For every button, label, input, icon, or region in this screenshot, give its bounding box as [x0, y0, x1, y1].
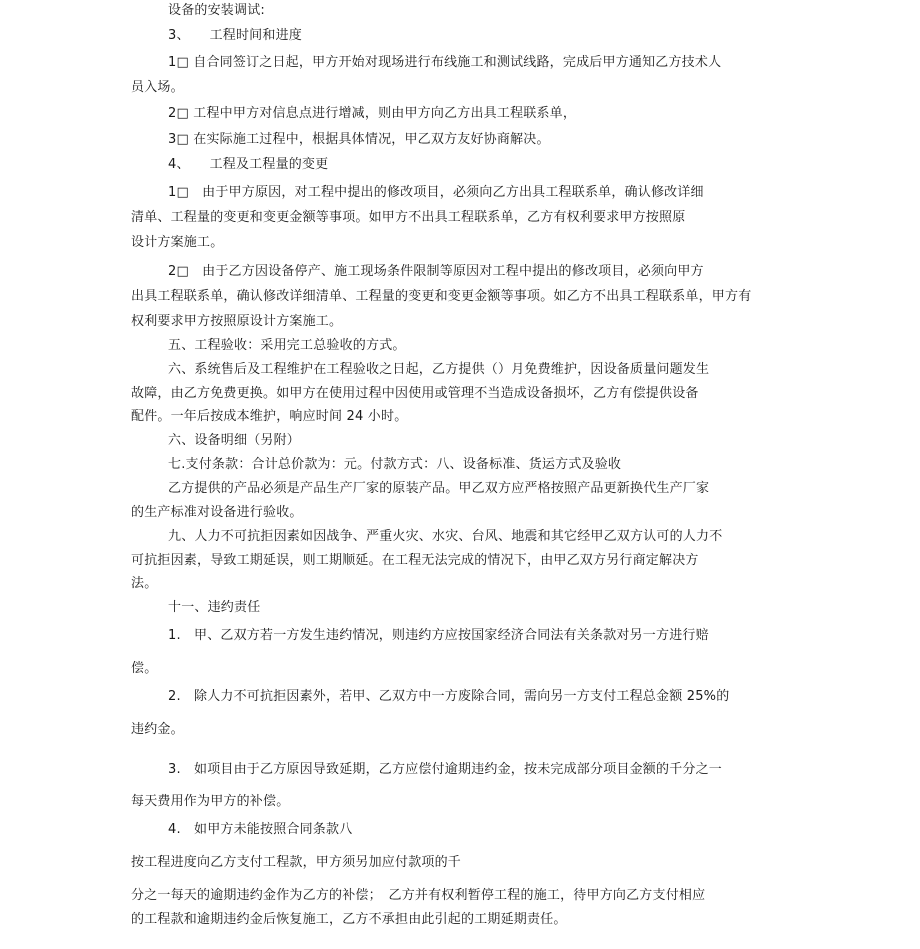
text-line: 故障，由乙方免费更换。如甲方在使用过程中因使用或管理不当造成设备损坏，乙方有偿提供设备: [131, 386, 699, 401]
section-heading: 3、 工程时间和进度: [168, 28, 302, 43]
text-line: 法。: [131, 576, 158, 591]
text-line: 违约金。: [131, 722, 184, 737]
text-line: 偿。: [131, 661, 158, 676]
text-line: 九、人力不可抗拒因素如因战争、严重火灾、水灾、台风、地震和其它经甲乙双方认可的人力不: [168, 529, 723, 544]
text-line: 的工程款和逾期违约金后恢复施工，乙方不承担由此引起的工期延期责任。: [131, 912, 567, 927]
text-line: 3. 如项目由于乙方原因导致延期，乙方应偿付逾期违约金，按未完成部分项目金额的千分之一: [168, 762, 723, 777]
text-line: 按工程进度向乙方支付工程款，甲方须另加应付款项的千: [131, 855, 462, 870]
text-line: 2. 除人力不可抗拒因素外，若甲、乙双方中一方废除合同，需向另一方支付工程总金额 25%的: [168, 689, 730, 704]
text-line: 1□ 自合同签订之日起，甲方开始对现场进行布线施工和测试线路，完成后甲方通知乙方技术人: [168, 55, 722, 70]
text-line: 1□ 由于甲方原因，对工程中提出的修改项目，必须向乙方出具工程联系单，确认修改详细: [168, 185, 704, 200]
text-line: 设计方案施工。: [131, 235, 224, 250]
text-line: 七.支付条款：合计总价款为：元。付款方式：八、设备标准、货运方式及验收: [168, 457, 622, 472]
text-line: 3□ 在实际施工过程中，根据具体情况，甲乙双方友好协商解决。: [168, 132, 550, 147]
section-heading: 五、工程验收：采用完工总验收的方式。: [168, 338, 406, 353]
text-line: 权利要求甲方按照原设计方案施工。: [131, 314, 343, 329]
text-line: 1. 甲、乙双方若一方发生违约情况，则违约方应按国家经济合同法有关条款对另一方进行赔: [168, 628, 709, 643]
text-line: 2□ 由于乙方因设备停产、施工现场条件限制等原因对工程中提出的修改项目，必须向甲方: [168, 264, 704, 279]
text-line: 员入场。: [131, 80, 184, 95]
text-line: 乙方提供的产品必须是产品生产厂家的原装产品。甲乙双方应严格按照产品更新换代生产厂家: [168, 481, 710, 496]
text-line: 清单、工程量的变更和变更金额等事项。如甲方不出具工程联系单，乙方有权利要求甲方按照原: [131, 210, 686, 225]
text-line: 的生产标准对设备进行验收。: [131, 505, 303, 520]
text-line: 4. 如甲方未能按照合同条款八: [168, 822, 353, 837]
section-heading: 六、设备明细（另附）: [168, 433, 301, 448]
text-line: 分之一每天的逾期违约金作为乙方的补偿； 乙方并有权利暂停工程的施工，待甲方向乙方支付相应: [131, 888, 706, 903]
text-line: 每天费用作为甲方的补偿。: [131, 794, 290, 809]
section-heading: 十一、违约责任: [168, 600, 261, 615]
text-line: 2□ 工程中甲方对信息点进行增减，则由甲方向乙方出具工程联系单，: [168, 106, 577, 121]
text-line: 六、系统售后及工程维护在工程验收之日起，乙方提供（）月免费维护，因设备质量问题发生: [168, 362, 710, 377]
text-line: 配件。一年后按成本维护，响应时间 24 小时。: [131, 409, 408, 424]
text-line: 设备的安装调试:: [168, 3, 265, 18]
text-line: 出具工程联系单，确认修改详细清单、工程量的变更和变更金额等事项。如乙方不出具工程联系单，甲方有: [131, 289, 752, 304]
text-line: 可抗拒因素，导致工期延误，则工期顺延。在工程无法完成的情况下，由甲乙双方另行商定解决方: [131, 553, 699, 568]
section-heading: 4、 工程及工程量的变更: [168, 157, 329, 172]
